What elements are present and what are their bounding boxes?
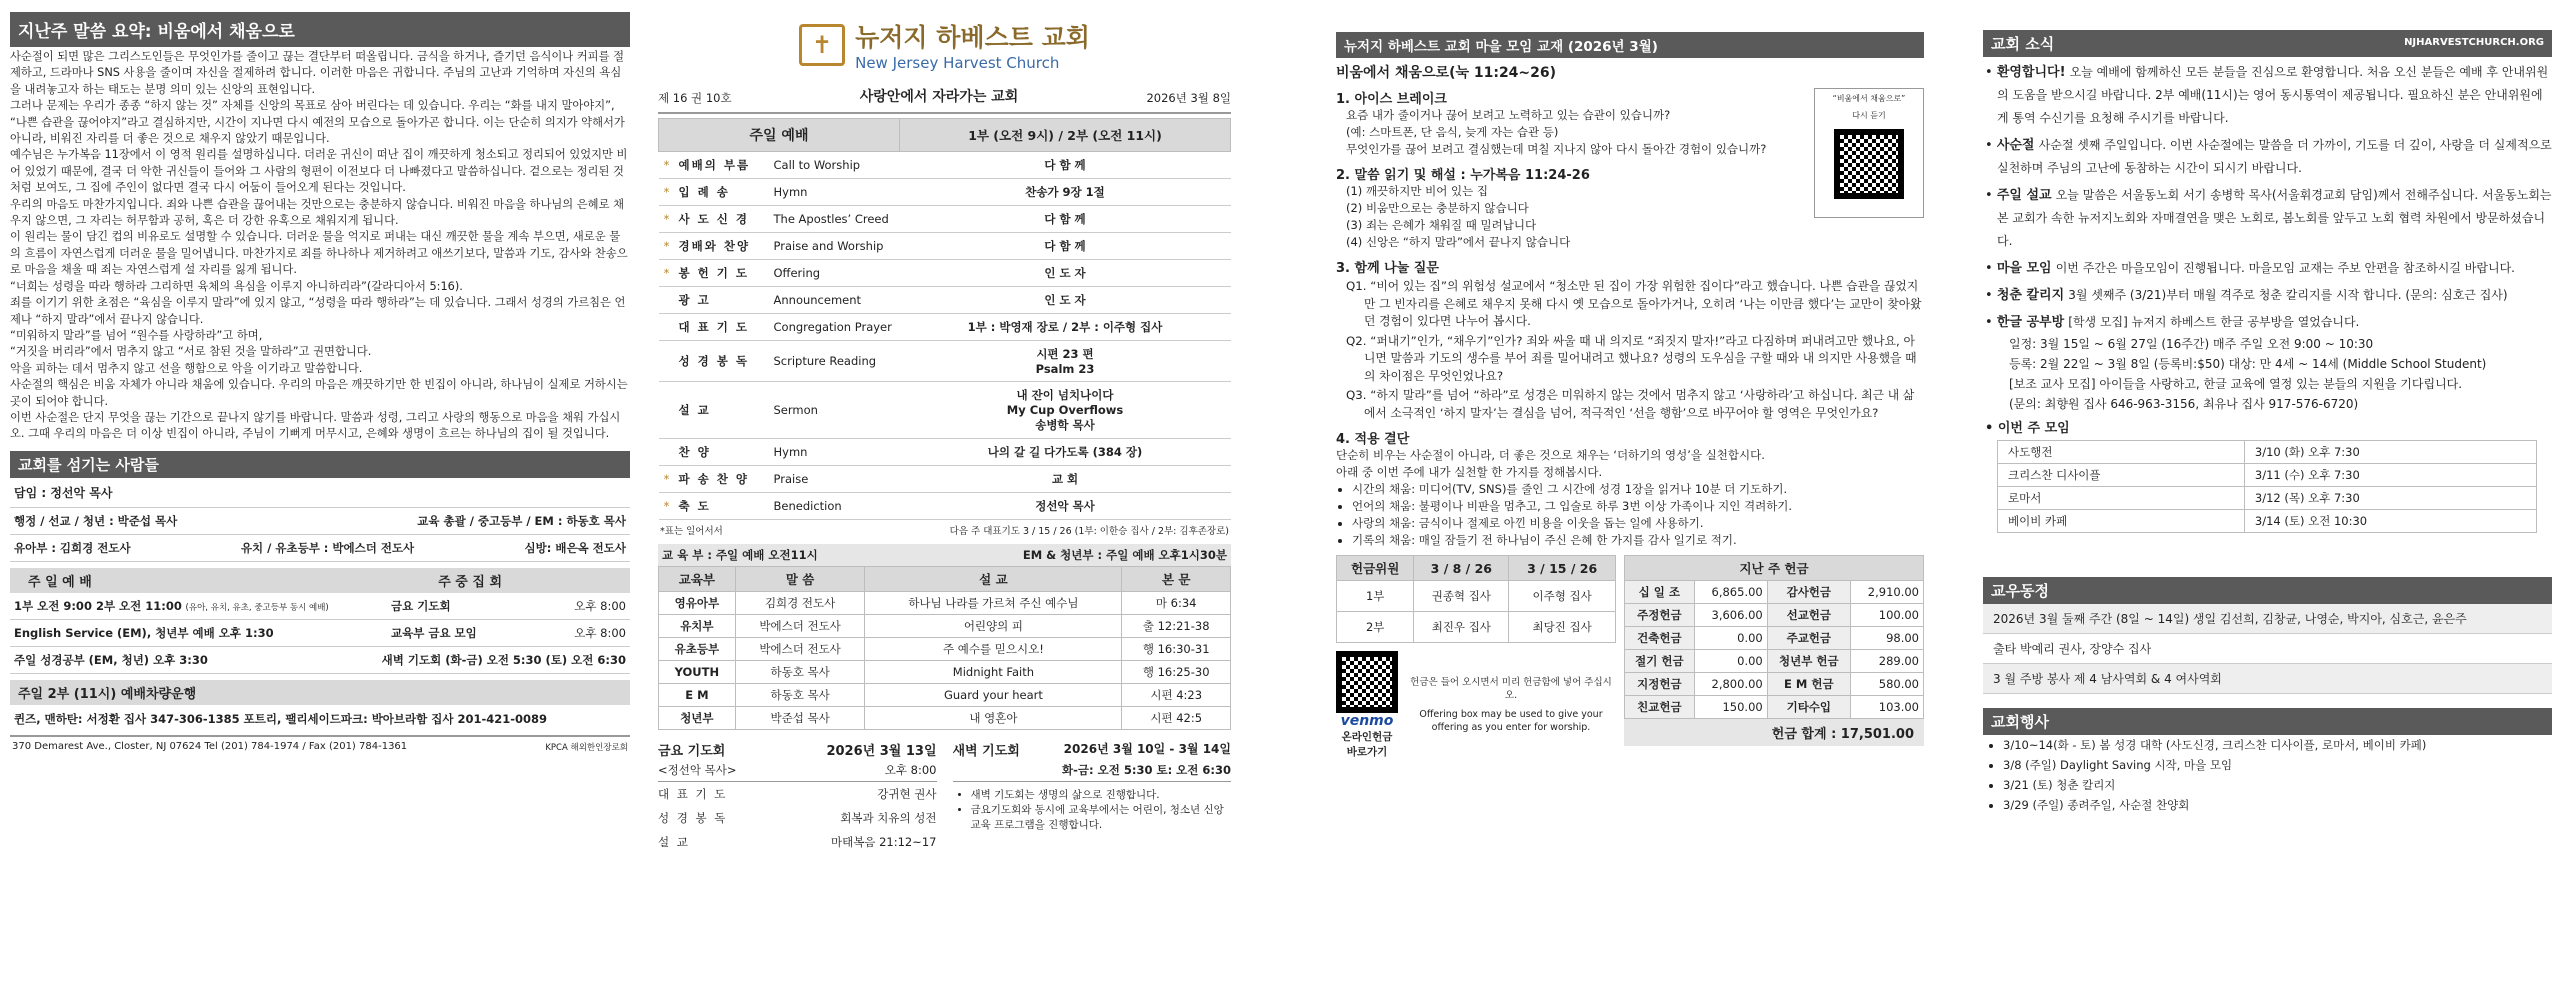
staff-row: 행정 / 선교 / 청년 : 박준섭 목사 교육 총괄 / 중고등부 / EM : 하동호 목사 — [10, 508, 630, 535]
order-star: * — [659, 466, 675, 493]
friday-role: 성 경 봉 독 — [658, 811, 728, 825]
offering-row — [1625, 581, 1924, 604]
edu-cell: 어린양의 피 — [865, 615, 1122, 638]
summary-paragraph: “너희는 성령을 따라 행하라 그리하면 육체의 욕심을 이루지 아니하리라”(갈라디아서 5:16). — [10, 279, 463, 293]
news-item-title: 사순절 — [1996, 138, 2035, 153]
news-item-title: 한글 공부방 — [1996, 315, 2065, 330]
summary-paragraph: 사순절이 되면 많은 그리스도인들은 무엇인가를 줄이고 끊는 결단부터 떠올립니다. 금식을 하거나, 즐기던 음식이나 커피를 절제하고, 드라마나 SNS 사용을 줄이며 자신을 절제하려 합니다. 이러한 마음은 귀합니다. 주님의 고난과 기억하며 자신의 욕심을 내려놓고자 하는 태도는 분명 의미 있는 신앙의 표현입니다. — [10, 50, 625, 96]
news-item-title: 청춘 칼리지 — [1996, 288, 2065, 303]
order-value: 교 회 — [900, 466, 1231, 493]
footer: 370 Demarest Ave., Closter, NJ 07624 Tel (201) 784-1974 / Fax (201) 784-1361 KPCA 해외한인장로회 — [10, 735, 630, 757]
church-emblem-icon: ✝ — [799, 24, 845, 66]
order-value: 내 잔이 넘치나이다 My Cup Overflows 송병학 목사 — [900, 382, 1231, 439]
members-list — [1983, 604, 2552, 694]
order-row — [659, 179, 1231, 206]
order-row — [659, 466, 1231, 493]
edu-cell: 청년부 — [659, 707, 736, 730]
order-row — [659, 260, 1231, 287]
meeting-row — [1998, 464, 2537, 487]
news-item-title: 주일 설교 — [1996, 188, 2052, 203]
apply-item: • 언어의 채움: 불평이나 비판을 멈추고, 그 입술로 하루 3번 이상 가족이나 지인 격려하기. — [1352, 498, 1924, 515]
event-item: • 3/29 (주일) 종려주일, 사순절 찬양회 — [2003, 795, 2552, 815]
event-item: • 3/8 (주일) Daylight Saving 시작, 마을 모임 — [2003, 755, 2552, 775]
reading-point: (3) 죄는 은혜가 채워질 때 밀려납니다 — [1346, 218, 1537, 232]
offering-cell: 6,865.00 — [1694, 581, 1767, 604]
edu-col-header: 말 씀 — [735, 567, 865, 592]
worship-header: 주 일 예 배 주 중 집 회 — [10, 568, 630, 593]
offering-row — [1625, 604, 1924, 627]
order-value: 찬송가 9장 1절 — [900, 179, 1231, 206]
apply-item: • 사랑의 채움: 금식이나 절제로 아낀 비용을 이웃을 돕는 일에 사용하기. — [1352, 515, 1924, 532]
order-star: * — [659, 233, 675, 260]
order-star: * — [659, 260, 675, 287]
news-item-text: 사순절 셋째 주일입니다. 이번 사순절에는 말씀을 더 가까이, 기도를 더 깊이, 사랑을 더 실제적으로 실천하며 주님의 고난에 동참하는 시간이 되시기 바랍니다. — [1997, 138, 2552, 175]
summary-paragraph: 사순절의 핵심은 비움 자체가 아니라 채움에 있습니다. 우리의 마음은 깨끗하기만 한 빈집이 아니라, 하나님이 실제로 거하시는 곳이 되어야 합니다. — [10, 378, 628, 408]
summary-paragraph: 우리의 마음도 마찬가지입니다. 죄와 나쁜 습관을 끊어내는 것만으로는 충분하지 않습니다. 비워진 마음을 하나님의 은혜로 채우지 않으면, 그 자리는 허무함과 공허, 혹은 더 강한 유혹으로 채워지게 됩니다. — [10, 197, 625, 228]
news-item-text: 이번 주간은 마을모임이 진행됩니다. 마을모임 교재는 주보 안편을 참조하시길 바랍니다. — [2055, 261, 2515, 275]
worship-row: 1부 오전 9:00 2부 오전 11:00 (유아, 유치, 유초, 중고등부 동시 예배) 금요 기도회 오후 8:00 — [10, 593, 630, 620]
friday-row — [658, 806, 937, 830]
usher-row — [1337, 581, 1616, 612]
offering-row — [1625, 650, 1924, 673]
meeting-row — [1998, 510, 2537, 533]
friday-role: 대 표 기 도 — [658, 787, 728, 801]
offering-cell: 십 일 조 — [1625, 581, 1695, 604]
offering-row — [1625, 627, 1924, 650]
order-of-worship: 주일 예배 1부 (오전 9시) / 2부 (오전 11시) * 예배의 부름 Call to Worship 다 함 께 * 입 례 송 Hymn 찬송가 9장 1절 * 사 도 신 경 The Apostles’ Creed 다 함 께 * 경배와 찬양 Praise and Worship 다 함 께 * 봉 헌 기 도 Offering 인 도 자 광 고 Announcement 인 도 자 대 표 기 도 Congregation Prayer 1부 : 박영재 장로 / 2부 : 이주형 집사 성 경 봉 독 Scripture Reading 시편 23 편 Psalm 23 설 교 Sermon 내 잔이 넘치나이다 My Cup Overflows 송병학 목사 찬 양 Hymn 나의 갈 길 다가도록 (384 장) * 파 송 찬 양 Praise 교 회 * 축 도 Benediction 정선악 목사 — [658, 118, 1231, 520]
order-star — [659, 382, 675, 439]
order-row — [659, 341, 1231, 382]
section-3: 3. 함께 나눌 질문 — [1336, 261, 1439, 276]
order-row — [659, 382, 1231, 439]
offering-cell: 580.00 — [1850, 673, 1923, 696]
summary-paragraph: “거짓을 버리라”에서 멈추지 않고 “서로 참된 것을 말하라”고 권면합니다. — [10, 345, 372, 359]
order-item: 대 표 기 도 — [675, 314, 770, 341]
order-value: 1부 : 박영재 장로 / 2부 : 이주형 집사 — [900, 314, 1231, 341]
offering-cell: 건축헌금 — [1625, 627, 1695, 650]
edu-table — [658, 566, 1231, 730]
offering-total: 헌금 합계 : 17,501.00 — [1624, 719, 1924, 746]
friday-role: 설 교 — [658, 835, 690, 849]
discussion-question: Q3. “하지 말라”를 넘어 “하라”로 성경은 미워하지 않는 것에서 멈추지 않고 ‘사랑하라’고 하십니다. 최근 내 삶에서 소극적인 ‘하지 말자’는 결심을 넘어, 적극적인 ‘선을 행함’으로 바꾸어야 할 영역은 무엇인가요? — [1346, 388, 1915, 420]
friday-prayer: 금요 기도회 2026년 3월 13일 <정선악 목사> 오후 8:00 대 표 기 도 강귀현 권사 성 경 봉 독 회복과 치유의 성전 설 교 마태복음 21:12~17 — [658, 740, 937, 854]
apply-item: • 기록의 채움: 매일 잠들기 전 하나님이 주신 은혜 한 가지를 감사 일기로 적기. — [1352, 532, 1924, 549]
usher-col-header: 헌금위원 — [1337, 556, 1414, 581]
online-offering[interactable]: venmo 온라인헌금 바로가기 헌금은 들어 오시면서 미리 헌금함에 넣어 주십시오. Offering box may be used to give your offering as you enter for worship. — [1336, 651, 1616, 759]
edu-row — [659, 661, 1231, 684]
order-star — [659, 439, 675, 466]
qr-code-icon[interactable] — [1834, 129, 1904, 199]
offering-qr-icon[interactable] — [1336, 651, 1398, 713]
meeting-cell: 로마서 — [1998, 487, 2245, 510]
order-item-en: Praise and Worship — [770, 233, 900, 260]
edu-row — [659, 615, 1231, 638]
staff-row: 유아부 : 김희경 전도사 유치 / 유초등부 : 박에스더 전도사 심방: 배은옥 전도사 — [10, 535, 630, 562]
edu-cell: 영유아부 — [659, 592, 736, 615]
edu-cell: 박에스더 전도사 — [735, 638, 865, 661]
hangul-line: 일정: 3월 15일 ~ 6월 27일 (16주간) 매주 주일 오전 9:00 ~ 10:30 — [2009, 337, 2374, 351]
edu-cell: 시편 42:5 — [1122, 707, 1231, 730]
order-row — [659, 439, 1231, 466]
news-item: • 마을 모임 이번 주간은 마을모임이 진행됩니다. 마을모임 교재는 주보 안편을 참조하시길 바랍니다. — [1985, 261, 2515, 276]
prayer-meetings — [658, 740, 1231, 854]
apply-text2: 아래 중 이번 주에 내가 실천할 한 가지를 정해봅시다. — [1336, 465, 1603, 479]
meeting-row — [1998, 487, 2537, 510]
order-value: 다 함 께 — [900, 152, 1231, 179]
edu-cell: Guard your heart — [865, 684, 1122, 707]
sermon-qr-box[interactable]: “비움에서 채움으로” 다시 듣기 — [1814, 88, 1924, 218]
order-item-en: Sermon — [770, 382, 900, 439]
dawn-prayer: 새벽 기도회 2026년 3월 10일 - 3월 14일 화-금: 오전 5:30 토: 오전 6:30 • 새벽 기도회는 생명의 삶으로 진행합니다. • 금요기도회와 동시에 교육부에서는 어린이, 청소년 신앙 교육 프로그램을 진행합니다. — [953, 740, 1232, 854]
edu-row — [659, 707, 1231, 730]
order-item-en: Hymn — [770, 179, 900, 206]
events-title: 교회행사 — [1983, 708, 2552, 735]
offering-cell: 청년부 헌금 — [1767, 650, 1850, 673]
order-row — [659, 233, 1231, 260]
dawn-note: • 새벽 기도회는 생명의 삶으로 진행합니다. — [971, 788, 1232, 803]
friday-row — [658, 830, 937, 854]
news-panel — [1975, 0, 2560, 991]
reading-point: (4) 신앙은 “하지 말라”에서 끝나지 않습니다 — [1346, 235, 1571, 249]
order-item: 예배의 부름 — [675, 152, 770, 179]
order-item-en: Call to Worship — [770, 152, 900, 179]
order-row — [659, 206, 1231, 233]
usher-cell: 이주형 집사 — [1509, 581, 1616, 612]
usher-cell: 2부 — [1337, 612, 1414, 643]
edu-cell: 하동호 목사 — [735, 684, 865, 707]
order-value: 나의 갈 길 다가도록 (384 장) — [900, 439, 1231, 466]
edu-col-header: 교육부 — [659, 567, 736, 592]
order-star: * — [659, 493, 675, 520]
member-row: 2026년 3월 둘째 주간 (8일 ~ 14일) 생일 김선희, 김창균, 나영순, 박지아, 심호근, 윤은주 — [1983, 604, 2552, 634]
church-logo: ✝ 뉴저지 하베스트 교회 New Jersey Harvest Church — [658, 18, 1231, 72]
offering-cell: 기타수입 — [1767, 696, 1850, 719]
meeting-cell: 크리스찬 디사이플 — [1998, 464, 2245, 487]
offering-cell: 0.00 — [1694, 650, 1767, 673]
edu-cell: YOUTH — [659, 661, 736, 684]
order-value: 다 함 께 — [900, 233, 1231, 260]
meeting-cell: 베이비 카페 — [1998, 510, 2245, 533]
edu-cell: E M — [659, 684, 736, 707]
edu-cell: 하동호 목사 — [735, 661, 865, 684]
small-group-panel — [1330, 0, 1930, 991]
news-list — [1983, 61, 2552, 334]
summary-title: 지난주 말씀 요약: 비움에서 채움으로 — [10, 12, 630, 47]
study-subtitle: 비움에서 채움으로(눅 11:24~26) — [1336, 65, 1557, 81]
event-item: • 3/10~14(화 - 토) 봄 성경 대학 (사도신경, 크리스찬 디사이플, 로마서, 베이비 카페) — [2003, 735, 2552, 755]
order-item: 광 고 — [675, 287, 770, 314]
edu-cell: 하나님 나라를 가르쳐 주신 예수님 — [865, 592, 1122, 615]
offering-row — [1625, 673, 1924, 696]
order-item: 사 도 신 경 — [675, 206, 770, 233]
usher-table — [1336, 555, 1616, 643]
apply-item: • 시간의 채움: 미디어(TV, SNS)를 줄인 그 시간에 성경 1장을 읽거나 10분 더 기도하기. — [1352, 481, 1924, 498]
reading-point: (1) 깨끗하지만 비어 있는 집 — [1346, 184, 1489, 198]
order-item-en: Scripture Reading — [770, 341, 900, 382]
usher-col-header: 3 / 15 / 26 — [1509, 556, 1616, 581]
apply-text: 단순히 비우는 사순절이 아니라, 더 좋은 것으로 채우는 ‘더하기의 영성’을 실천합시다. — [1336, 448, 1765, 462]
hangul-line: (문의: 최향원 집사 646-963-3156, 최유나 집사 917-576-6720) — [2009, 397, 2359, 411]
order-star — [659, 314, 675, 341]
event-item: • 3/21 (토) 청춘 칼리지 — [2003, 775, 2552, 795]
usher-col-header: 3 / 8 / 26 — [1414, 556, 1509, 581]
order-item-en: Benediction — [770, 493, 900, 520]
order-item: 축 도 — [675, 493, 770, 520]
order-item: 입 례 송 — [675, 179, 770, 206]
news-item-text: 오늘 예배에 함께하신 모든 분들을 진심으로 환영합니다. 처음 오신 분들은 예배 후 안내위원의 도움을 받으시길 바랍니다. 2부 예배(11시)는 영어 동시통역이 제공됩니다. 필요하신 분은 안내위원에게 통역 수신기를 요청해 주시기를 바랍니다. — [1997, 65, 2549, 125]
offering-cell: 감사헌금 — [1767, 581, 1850, 604]
news-item: • 주일 설교 오늘 말씀은 서울동노회 서기 송병학 목사(서울휘경교회 담임)께서 전해주십니다. 서울동노회는 본 교회가 속한 뉴저지노회와 자매결연을 맺은 노회로, 봄노회를 앞두고 노회 협력 차원에서 방문하셨습니다. — [1985, 188, 2552, 248]
reading-point: (2) 비움만으로는 충분하지 않습니다 — [1346, 201, 1529, 215]
news-item: • 청춘 칼리지 3월 셋째주 (3/21)부터 매월 격주로 청춘 칼리지를 시작 합니다. (문의: 심호근 집사) — [1985, 288, 2508, 303]
news-header: 교회 소식 NJHARVESTCHURCH.ORG — [1983, 30, 2552, 57]
icebreaker-line: 무엇인가를 끊어 보려고 결심했는데 며칠 지나지 않아 다시 돌아간 경험이 있습니까? — [1346, 142, 1767, 156]
order-star: * — [659, 206, 675, 233]
order-value: 정선악 목사 — [900, 493, 1231, 520]
edu-cell: 주 예수를 믿으시오! — [865, 638, 1122, 661]
order-row — [659, 493, 1231, 520]
discussion-question: Q2. “퍼내기”인가, “채우기”인가? 죄와 싸울 때 내 의지로 “죄짓지 말자!”라고 다짐하며 퍼내려고만 했나요, 아니면 말씀과 기도의 생수를 부어 죄를 밀어내려고 했나요? 성령의 도우심을 구할 때와 내 의지만 사용했을 때의 차이점은 무엇인었나요? — [1346, 333, 1917, 383]
order-item-en: Congregation Prayer — [770, 314, 900, 341]
summary-panel — [0, 0, 640, 991]
worship-row: 주일 성경공부 (EM, 청년) 오후 3:30 새벽 기도회 (화-금) 오전 5:30 (토) 오전 6:30 — [10, 647, 630, 674]
order-star: * — [659, 152, 675, 179]
icebreaker-line: 요즘 내가 줄이거나 끊어 보려고 노력하고 있는 습관이 있습니까? — [1346, 108, 1671, 122]
order-item-en: The Apostles’ Creed — [770, 206, 900, 233]
edu-cell: 내 영혼아 — [865, 707, 1122, 730]
edu-row — [659, 684, 1231, 707]
offering-cell: 3,606.00 — [1694, 604, 1767, 627]
meeting-cell: 사도행전 — [1998, 441, 2245, 464]
edu-header: 교 육 부 : 주일 예배 오전11시 EM & 청년부 : 주일 예배 오후1시30분 — [658, 544, 1231, 566]
notes: *표는 일어서서 다음 주 대표기도 3 / 15 / 26 (1부: 이한승 집사 / 2부: 김후존장로) — [660, 526, 1229, 537]
offering-cell: 주교헌금 — [1767, 627, 1850, 650]
edu-cell: 행 16:25-30 — [1122, 661, 1231, 684]
summary-paragraph: 악을 피하는 데서 멈추지 않고 선을 행함으로 악을 이기라고 말씀합니다. — [10, 361, 363, 375]
news-item-text: 오늘 말씀은 서울동노회 서기 송병학 목사(서울휘경교회 담임)께서 전해주십니다. 서울동노회는 본 교회가 속한 뉴저지노회와 자매결연을 맺은 노회로, 봄노회를 앞두고 노회 협력 차원에서 방문하셨습니다. — [1997, 188, 2552, 248]
events-list — [1983, 735, 2552, 815]
order-value: 다 함 께 — [900, 206, 1231, 233]
news-item-text: 3월 셋째주 (3/21)부터 매월 격주로 청춘 칼리지를 시작 합니다. (문의: 심호근 집사) — [2068, 288, 2508, 302]
news-item: • 사순절 사순절 셋째 주일입니다. 이번 사순절에는 말씀을 더 가까이, 기도를 더 깊이, 사랑을 더 실제적으로 실천하며 주님의 고난에 동참하는 시간이 되시기 바랍니다. — [1985, 138, 2552, 175]
offering-cell: 지정헌금 — [1625, 673, 1695, 696]
offering-cell: E M 헌금 — [1767, 673, 1850, 696]
meetings-table — [1997, 440, 2537, 533]
offering-cell: 100.00 — [1850, 604, 1923, 627]
offering-cell: 절기 헌금 — [1625, 650, 1695, 673]
meetings-title: • 이번 주 모임 — [1985, 421, 2070, 436]
order-row — [659, 287, 1231, 314]
order-item: 파 송 찬 양 — [675, 466, 770, 493]
order-value: 인 도 자 — [900, 260, 1231, 287]
sermon-summary — [10, 49, 630, 443]
hangul-line: [보조 교사 모집] 아이들을 사랑하고, 한글 교육에 열정 있는 분들의 지원을 기다립니다. — [2009, 377, 2463, 391]
order-star — [659, 287, 675, 314]
offering-cell: 98.00 — [1850, 627, 1923, 650]
order-item-en: Praise — [770, 466, 900, 493]
discussion-question: Q1. “비어 있는 집”의 위험성 설교에서 “청소만 된 집이 가장 위험한 집이다”라고 했습니다. 나쁜 습관을 끊었지만 그 빈자리를 은혜로 채우지 못해 다시 옛 모습으로 돌아가거나, 오히려 ‘나는 이만큼 했다’는 교만이 찾아왔던 경험이 있다면 나누어 봅시다. — [1346, 279, 1922, 328]
hangul-details — [1983, 334, 2552, 414]
order-item: 설 교 — [675, 382, 770, 439]
order-row — [659, 152, 1231, 179]
edu-row — [659, 592, 1231, 615]
section-4: 4. 적용 결단 — [1336, 432, 1410, 447]
summary-paragraph: 그러나 문제는 우리가 종종 “하지 않는 것” 자체를 신앙의 목표로 삼아 버린다는 데 있습니다. 우리는 “화를 내지 말아야지”, “나쁜 습관을 끊어야지”라고 결심하지만, 시간이 지나면 다시 예전의 모습으로 돌아가곤 합니다. 이는 단순히 의지가 약해서가 아니라, 비워진 자리를 더 좋은 것으로 채우지 않았기 때문입니다. — [10, 99, 625, 146]
summary-paragraph: 죄를 이기기 위한 초점은 “육심을 이루지 말라”에 있지 않고, “성령을 따라 행하라”는 데 있습니다. 그래서 성경의 가르침은 언제나 “하지 말라”에서 끝나지 않습니다. — [10, 296, 626, 326]
edu-col-header: 설 교 — [865, 567, 1122, 592]
offering-cell: 친교헌금 — [1625, 696, 1695, 719]
order-item: 찬 양 — [675, 439, 770, 466]
summary-paragraph: 예수님은 누가복음 11장에서 이 영적 원리를 설명하십니다. 더러운 귀신이 떠난 집이 깨끗하게 청소되고 정리되어 있었지만 비어 있었기 때문에, 결국 더 악한 귀신들이 들어와 그 사람의 형편이 이전보다 더 나빠졌다고 말씀하십니다. 겉으로는 정리된 것처럼 보여도, 그 집에 주인이 없다면 결국 다시 어둠이 들어오게 된다는 것입니다. — [10, 148, 628, 195]
meeting-cell: 3/10 (화) 오후 7:30 — [2244, 441, 2536, 464]
offering-table: 지난 주 헌금 십 일 조 6,865.00 감사헌금 2,910.00 주정헌금 3,606.00 선교헌금 100.00 건축헌금 0.00 주교헌금 98.00 절기 헌금 0.00 청년부 헌금 289.00 지정헌금 2,800.00 E M 헌금 580.00 친교헌금 150.00 기타수입 103.00 — [1624, 555, 1924, 719]
order-item-en: Hymn — [770, 439, 900, 466]
offering-cell: 289.00 — [1850, 650, 1923, 673]
transport-info: 퀸즈, 맨하탄: 서정환 집사 347-306-1385 포트리, 팰리세이드파크: 박아브라함 집사 201-421-0089 — [14, 711, 548, 726]
section-1: 1. 아이스 브레이크 — [1336, 92, 1447, 107]
usher-cell: 최진우 집사 — [1414, 612, 1509, 643]
offering-cell: 선교헌금 — [1767, 604, 1850, 627]
offering-cell: 103.00 — [1850, 696, 1923, 719]
members-title: 교우동정 — [1983, 577, 2552, 604]
offering-cell: 0.00 — [1694, 627, 1767, 650]
edu-cell: 유초등부 — [659, 638, 736, 661]
order-item: 경배와 찬양 — [675, 233, 770, 260]
usher-cell: 권종혁 집사 — [1414, 581, 1509, 612]
usher-row — [1337, 612, 1616, 643]
news-item: • 한글 공부방 [학생 모집] 뉴저지 하베스트 한글 공부방을 열었습니다. — [1985, 315, 2360, 330]
usher-cell: 1부 — [1337, 581, 1414, 612]
meeting-cell: 3/11 (수) 오후 7:30 — [2244, 464, 2536, 487]
worship-row: English Service (EM), 청년부 예배 오후 1:30 교육부 금요 모임 오후 8:00 — [10, 620, 630, 647]
senior-pastor: 담임 : 정선악 목사 — [10, 478, 630, 508]
member-row: 출타 박예리 권사, 장양수 집사 — [1983, 634, 2552, 664]
offering-cell: 주정헌금 — [1625, 604, 1695, 627]
edu-cell: 시편 4:23 — [1122, 684, 1231, 707]
offering-cell: 2,800.00 — [1694, 673, 1767, 696]
offering-cell: 2,910.00 — [1850, 581, 1923, 604]
transport-title: 주일 2부 (11시) 예배차량운행 — [10, 680, 630, 705]
news-item-title: 마을 모임 — [1996, 261, 2052, 276]
order-row — [659, 314, 1231, 341]
usher-cell: 최당진 집사 — [1509, 612, 1616, 643]
offering-row — [1625, 696, 1924, 719]
news-item: • 환영합니다! 오늘 예배에 함께하신 모든 분들을 진심으로 환영합니다. 처음 오신 분들은 예배 후 안내위원의 도움을 받으시길 바랍니다. 2부 예배(11시)는 영어 동시통역이 제공됩니다. 필요하신 분은 안내위원에게 통역 수신기를 요청해 주시기를 바랍니다. — [1985, 65, 2549, 125]
bulletin-panel — [652, 0, 1237, 991]
edu-row — [659, 638, 1231, 661]
offering-cell: 150.00 — [1694, 696, 1767, 719]
friday-value: 마태복음 21:12~17 — [830, 835, 937, 849]
edu-cell: Midnight Faith — [865, 661, 1122, 684]
news-item-text: [학생 모집] 뉴저지 하베스트 한글 공부방을 열었습니다. — [2068, 315, 2360, 329]
order-item: 봉 헌 기 도 — [675, 260, 770, 287]
member-row: 3 월 주방 봉사 제 4 남사역회 & 4 여사역회 — [1983, 664, 2552, 694]
summary-paragraph: 이 원리는 물이 담긴 컵의 비유로도 설명할 수 있습니다. 더러운 물을 억지로 퍼내는 대신 깨끗한 물을 계속 부으면, 새로운 물의 흐름이 자연스럽게 더러운 물을 밀어냅니다. 마찬가지로 죄를 하나하나 제거하려고 애쓰기보다, 말씀과 기도, 감사와 찬송으로 마음을 채울 때 죄는 자연스럽게 설 자리를 잃게 됩니다. — [10, 230, 628, 277]
summary-paragraph: 이번 사순절은 단지 무엇을 끊는 기간으로 끝나지 않기를 바랍니다. 말씀과 성령, 그리고 사랑의 행동으로 마음을 채워 가십시오. 그때 우리의 마음은 더 이상 빈집이 아니라, 주님이 기뻐게 머무시고, 은혜와 생명이 흐르는 하나님의 집이 될 것입니다. — [10, 410, 621, 441]
friday-value: 강귀현 권사 — [877, 787, 937, 801]
edu-cell: 마 6:34 — [1122, 592, 1231, 615]
icebreaker-line: (예: 스마트폰, 단 음식, 늦게 자는 습관 등) — [1346, 125, 1559, 139]
meeting-cell: 3/12 (목) 오후 7:30 — [2244, 487, 2536, 510]
edu-cell: 박에스더 전도사 — [735, 615, 865, 638]
edu-cell: 김희경 전도사 — [735, 592, 865, 615]
edu-cell: 출 12:21-38 — [1122, 615, 1231, 638]
order-item-en: Announcement — [770, 287, 900, 314]
issue-line: 제 16 권 10호 사랑안에서 자라가는 교회 2026년 3월 8일 — [658, 86, 1231, 114]
edu-cell: 박준섭 목사 — [735, 707, 865, 730]
order-item: 성 경 봉 독 — [675, 341, 770, 382]
meeting-cell: 3/14 (토) 오전 10:30 — [2244, 510, 2536, 533]
order-star: * — [659, 179, 675, 206]
news-item-title: 환영합니다! — [1996, 65, 2066, 80]
summary-paragraph: “미워하지 말라”를 넘어 “원수를 사랑하라”고 하며, — [10, 328, 263, 342]
section-2: 2. 말씀 읽기 및 해설 : 누가복음 11:24-26 — [1336, 168, 1590, 183]
edu-cell: 유치부 — [659, 615, 736, 638]
order-star — [659, 341, 675, 382]
edu-cell: 행 16:30-31 — [1122, 638, 1231, 661]
edu-col-header: 본 문 — [1122, 567, 1231, 592]
order-value: 인 도 자 — [900, 287, 1231, 314]
staff-title: 교회를 섬기는 사람들 — [10, 451, 630, 478]
dawn-note: • 금요기도회와 동시에 교육부에서는 어린이, 청소년 신앙 교육 프로그램을 진행합니다. — [971, 803, 1232, 833]
order-value: 시편 23 편 Psalm 23 — [900, 341, 1231, 382]
friday-row — [658, 782, 937, 806]
order-item-en: Offering — [770, 260, 900, 287]
hangul-line: 등록: 2월 22일 ~ 3월 8일 (등록비:$50) 대상: 만 4세 ~ 14세 (Middle School Student) — [2009, 357, 2487, 371]
meeting-row — [1998, 441, 2537, 464]
friday-value: 회복과 치유의 성전 — [840, 811, 937, 825]
study-title: 뉴저지 하베스트 교회 마을 모임 교재 (2026년 3월) — [1336, 32, 1924, 58]
